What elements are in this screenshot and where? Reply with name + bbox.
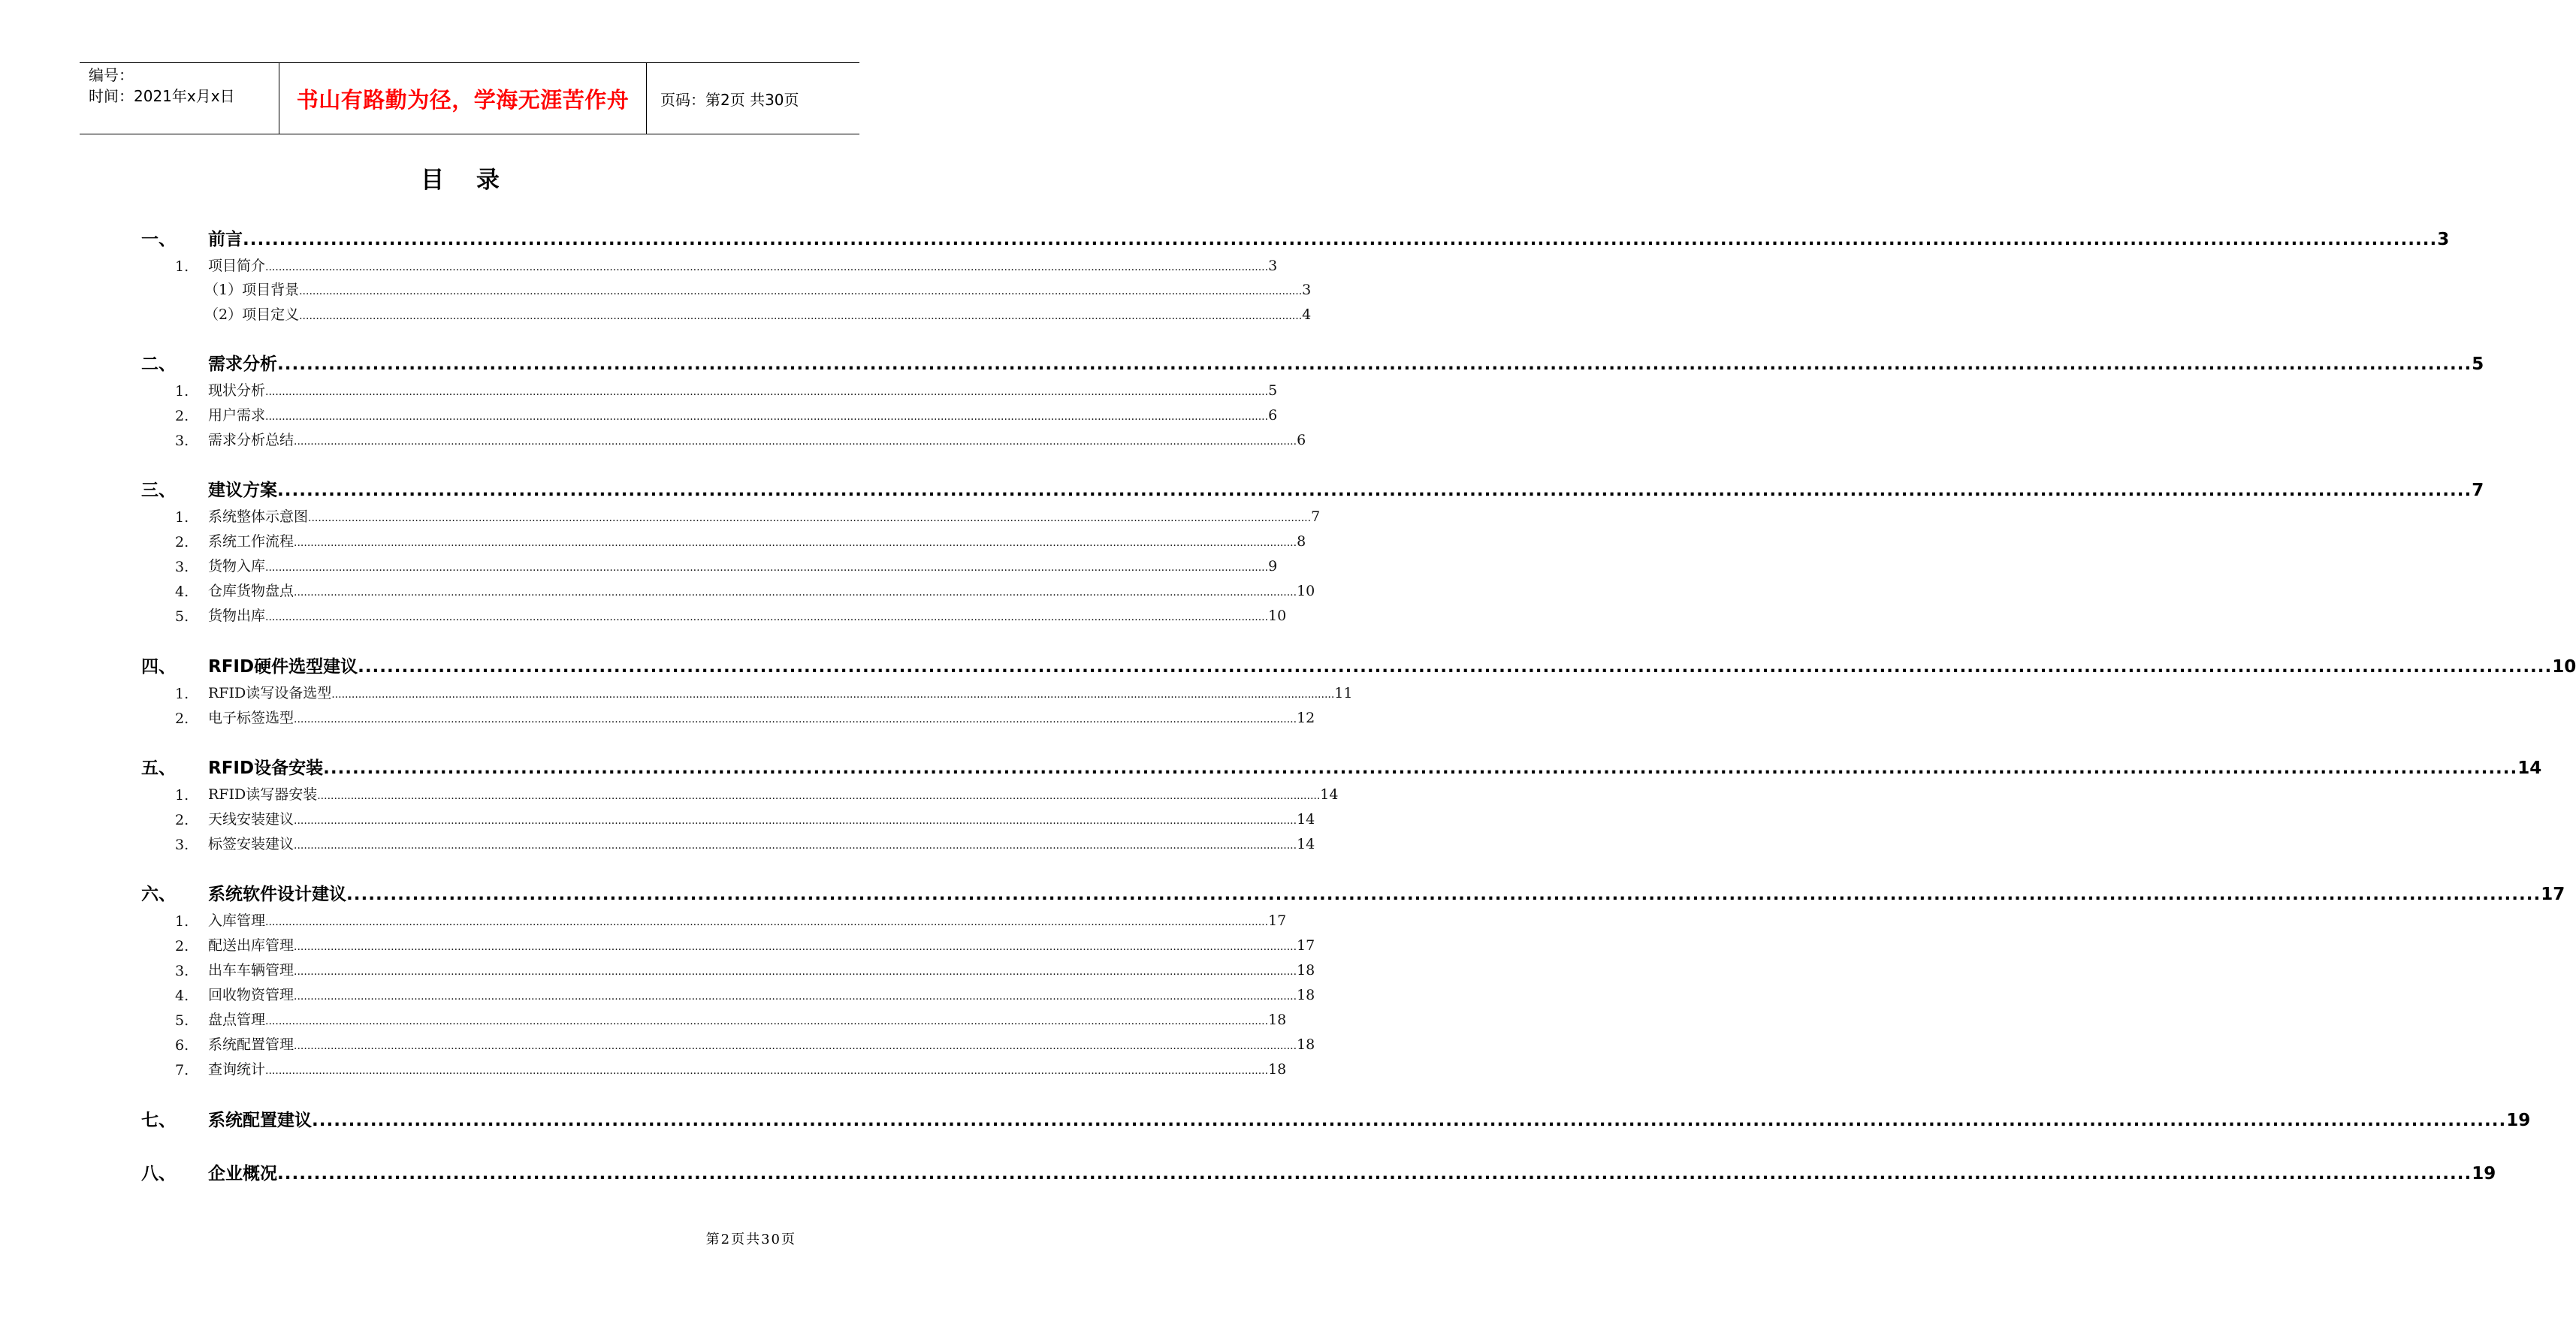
- toc-subsection-entry[interactable]: [0, 982, 1315, 1004]
- toc-entry-title: 配送出库管理: [208, 937, 294, 954]
- toc-entry-title: 需求分析总结: [208, 432, 294, 448]
- toc-entry-title: 项目简介: [208, 258, 266, 274]
- toc-subsection-entry[interactable]: [0, 680, 1353, 702]
- toc-dot-leader: ............................................................................................................................................................................................................................................................................................................: [294, 966, 1297, 978]
- toc-entry-title: 回收物资管理: [208, 987, 294, 1003]
- toc-dot-leader: ............................................................................................................................................................................................................................................................................................................: [346, 885, 2541, 904]
- toc-dot-leader: ............................................................................................................................................................................................................................................................................................................: [317, 790, 1321, 802]
- toc-entry-number: 八、: [141, 1164, 176, 1184]
- toc-entry-number: 2.: [175, 534, 189, 550]
- toc-entry-title: 货物入库: [208, 558, 266, 575]
- toc-entry-title: 系统工作流程: [208, 533, 294, 550]
- toc-entry-title: 需求分析: [208, 354, 277, 374]
- toc-entry-title: 企业概况: [208, 1164, 277, 1184]
- toc-entry-title: 查询统计: [208, 1061, 266, 1078]
- toc-entry-number: 1.: [175, 686, 189, 702]
- toc-entry-title: 建议方案: [208, 481, 277, 500]
- toc-entry-title: 系统配置管理: [208, 1036, 294, 1053]
- toc-entry-page-number: 9: [1268, 558, 1278, 575]
- toc-entry-title: （2）项目定义: [204, 306, 300, 323]
- toc-entry-page-number: 5: [1268, 382, 1278, 399]
- toc-entry-page-number: 4: [1302, 306, 1312, 323]
- toc-dot-leader: ............................................................................................................................................................................................................................................................................................................: [265, 562, 1269, 574]
- toc-subsection-entry[interactable]: [0, 503, 1321, 526]
- toc-section-entry[interactable]: [0, 478, 2484, 501]
- toc-entry-number: 3.: [175, 837, 189, 853]
- toc-entry-page-number: 6: [1268, 407, 1278, 424]
- toc-entry-title: 出车车辆管理: [208, 962, 294, 979]
- toc-subsection-entry[interactable]: [0, 578, 1315, 600]
- toc-entry-title: 系统配置建议: [208, 1111, 312, 1130]
- toc-subsection-entry[interactable]: [0, 831, 1315, 853]
- toc-entry-page-number: 14: [1297, 836, 1315, 852]
- toc-entry-page-number: 17: [1268, 912, 1287, 929]
- toc-entry-title: 天线安装建议: [208, 811, 294, 828]
- toc-entry-page-number: 7: [2472, 481, 2484, 500]
- toc-entry-page-number: 7: [1311, 508, 1321, 525]
- toc-section-entry[interactable]: [0, 1162, 2496, 1184]
- toc-entry-page-number: 19: [2472, 1164, 2496, 1184]
- toc-entry-title: RFID设备安装: [208, 759, 324, 778]
- toc-entry-number: 4.: [175, 988, 189, 1004]
- toc-subsection-entry[interactable]: [0, 957, 1315, 979]
- toc-entry-number: 六、: [141, 885, 176, 904]
- toc-dot-leader: ............................................................................................................................................................................................................................................................................................................: [294, 1040, 1297, 1052]
- toc-section-entry[interactable]: [0, 1108, 2531, 1131]
- toc-entry-page-number: 17: [1297, 937, 1315, 954]
- page-header: [80, 62, 859, 134]
- toc-entry-number: 6.: [175, 1037, 189, 1054]
- toc-entry-page-number: 18: [1268, 1012, 1287, 1028]
- toc-entry-number: 3.: [175, 433, 189, 449]
- toc-section-entry[interactable]: [0, 352, 2484, 375]
- toc-dot-leader: ............................................................................................................................................................................................................................................................................................................: [265, 1015, 1269, 1027]
- toc-entry-page-number: 17: [2541, 885, 2565, 904]
- toc-entry-title: 仓库货物盘点: [208, 583, 294, 599]
- toc-entry-number: 1.: [175, 258, 189, 275]
- toc-entry-page-number: 14: [1320, 786, 1339, 803]
- toc-entry-title: 用户需求: [208, 407, 266, 424]
- toc-dot-leader: ............................................................................................................................................................................................................................................................................................................: [294, 991, 1297, 1003]
- toc-entry-title: RFID硬件选型建议: [208, 657, 358, 677]
- toc-dot-leader: ............................................................................................................................................................................................................................................................................................................: [299, 310, 1303, 322]
- toc-entry-number: 三、: [141, 481, 176, 500]
- toc-entry-title: 系统软件设计建议: [208, 885, 346, 904]
- toc-section-entry[interactable]: [0, 228, 2450, 250]
- toc-entry-page-number: 3: [2437, 230, 2450, 249]
- toc-dot-leader: ............................................................................................................................................................................................................................................................................................................: [265, 611, 1269, 623]
- toc-dot-leader: ............................................................................................................................................................................................................................................................................................................: [265, 411, 1269, 423]
- toc-entry-number: 五、: [141, 759, 176, 778]
- toc-entry-page-number: 18: [1297, 962, 1315, 979]
- toc-entry-page-number: 10: [2552, 657, 2576, 677]
- toc-entry-page-number: 5: [2472, 354, 2484, 374]
- toc-entry-title: 盘点管理: [208, 1012, 266, 1028]
- toc-entry-number: 七、: [141, 1111, 176, 1130]
- toc-entry-page-number: 10: [1297, 583, 1315, 599]
- toc-dot-leader: ............................................................................................................................................................................................................................................................................................................: [277, 1164, 2472, 1184]
- toc-entry-page-number: 10: [1268, 608, 1287, 624]
- toc-dot-leader: ............................................................................................................................................................................................................................................................................................................: [299, 285, 1303, 297]
- toc-entry-page-number: 3: [1268, 258, 1278, 274]
- toc-subsection-entry[interactable]: [0, 907, 1287, 930]
- toc-subsection-entry[interactable]: [0, 781, 1339, 804]
- toc-subsection-entry[interactable]: [0, 1006, 1287, 1029]
- toc-subsection-entry[interactable]: [0, 932, 1315, 955]
- toc-dot-leader: ............................................................................................................................................................................................................................................................................................................: [323, 759, 2518, 778]
- toc-entry-number: 2.: [175, 710, 189, 727]
- toc-entry-page-number: 6: [1297, 432, 1306, 448]
- toc-entry-number: 一、: [141, 230, 176, 249]
- page-footer: 第2页共30页: [705, 1232, 796, 1247]
- toc-subsection-entry[interactable]: [0, 602, 1287, 625]
- toc-entry-page-number: 18: [1297, 1036, 1315, 1053]
- toc-dot-leader: ............................................................................................................................................................................................................................................................................................................: [312, 1111, 2507, 1130]
- toc-entry-number: 3.: [175, 559, 189, 575]
- toc-subsection-entry[interactable]: [0, 276, 1312, 299]
- toc-dot-leader: ............................................................................................................................................................................................................................................................................................................: [265, 1065, 1269, 1077]
- toc-subsection-entry[interactable]: [0, 1056, 1287, 1078]
- header-page-label: 页码：第2页 共30页: [660, 90, 799, 109]
- toc-entry-page-number: 11: [1334, 685, 1353, 701]
- toc-entry-number: 4.: [175, 584, 189, 600]
- toc-entry-number: 2.: [175, 408, 189, 424]
- toc-entry-number: 2.: [175, 812, 189, 828]
- toc-dot-leader: ............................................................................................................................................................................................................................................................................................................: [294, 713, 1297, 725]
- toc-dot-leader: ............................................................................................................................................................................................................................................................................................................: [294, 537, 1297, 549]
- toc-dot-leader: ............................................................................................................................................................................................................................................................................................................: [277, 354, 2472, 374]
- toc-entry-title: 货物出库: [208, 608, 266, 624]
- toc-subsection-entry[interactable]: [0, 553, 1278, 575]
- toc-dot-leader: ............................................................................................................................................................................................................................................................................................................: [294, 941, 1297, 953]
- toc-entry-number: 7.: [175, 1062, 189, 1078]
- toc-entry-title: 系统整体示意图: [208, 508, 309, 525]
- toc-entry-number: 3.: [175, 963, 189, 979]
- toc-entry-title: 前言: [208, 230, 243, 249]
- toc-dot-leader: ............................................................................................................................................................................................................................................................................................................: [358, 657, 2553, 677]
- toc-entry-number: 1.: [175, 509, 189, 526]
- toc-entry-page-number: 12: [1297, 710, 1315, 726]
- header-motto: 书山有路勤为径，学海无涯苦作舟: [279, 63, 647, 134]
- toc-dot-leader: ............................................................................................................................................................................................................................................................................................................: [308, 512, 1312, 524]
- toc-dot-leader: ............................................................................................................................................................................................................................................................................................................: [331, 689, 1335, 701]
- toc-entry-title: RFID读写器安装: [208, 786, 318, 803]
- toc-entry-number: 1.: [175, 383, 189, 400]
- toc-title: 目 录: [421, 167, 512, 194]
- toc-subsection-entry[interactable]: [0, 704, 1315, 727]
- toc-dot-leader: ............................................................................................................................................................................................................................................................................................................: [294, 815, 1297, 827]
- toc-dot-leader: ............................................................................................................................................................................................................................................................................................................: [294, 436, 1297, 448]
- toc-entry-page-number: 8: [1297, 533, 1306, 550]
- toc-subsection-entry[interactable]: [0, 1031, 1315, 1054]
- toc-entry-number: 1.: [175, 913, 189, 930]
- toc-entry-page-number: 14: [2517, 759, 2542, 778]
- toc-subsection-entry[interactable]: [0, 528, 1306, 550]
- toc-dot-leader: ............................................................................................................................................................................................................................................................................................................: [277, 481, 2472, 500]
- toc-subsection-entry[interactable]: [0, 402, 1278, 424]
- toc-entry-number: 1.: [175, 787, 189, 804]
- toc-entry-number: 5.: [175, 1012, 189, 1029]
- toc-entry-number: 二、: [141, 354, 176, 374]
- toc-subsection-entry[interactable]: [0, 301, 1312, 324]
- toc-dot-leader: ............................................................................................................................................................................................................................................................................................................: [243, 230, 2438, 249]
- toc-dot-leader: ............................................................................................................................................................................................................................................................................................................: [265, 261, 1269, 273]
- toc-dot-leader: ............................................................................................................................................................................................................................................................................................................: [294, 587, 1297, 599]
- toc-entry-title: （1）项目背景: [204, 282, 300, 298]
- toc-dot-leader: ............................................................................................................................................................................................................................................................................................................: [294, 840, 1297, 852]
- toc-entry-title: 标签安装建议: [208, 836, 294, 852]
- toc-entry-page-number: 14: [1297, 811, 1315, 828]
- toc-entry-title: RFID读写设备选型: [208, 685, 332, 701]
- toc-entry-title: 现状分析: [208, 382, 266, 399]
- toc-subsection-entry[interactable]: [0, 427, 1306, 449]
- toc-entry-page-number: 3: [1302, 282, 1312, 298]
- toc-section-entry[interactable]: [0, 655, 2576, 677]
- toc-entry-number: 2.: [175, 938, 189, 955]
- header-meta-cell: [80, 63, 279, 134]
- toc-entry-number: 5.: [175, 608, 189, 625]
- toc-subsection-entry[interactable]: [0, 377, 1278, 400]
- document-number-label: 编号：: [89, 66, 134, 84]
- toc-entry-title: 电子标签选型: [208, 710, 294, 726]
- toc-entry-title: 入库管理: [208, 912, 266, 929]
- toc-section-entry[interactable]: [0, 756, 2542, 779]
- toc-entry-number: 四、: [141, 657, 176, 677]
- document-time-label: 时间：2021年x月x日: [89, 87, 235, 105]
- toc-section-entry[interactable]: [0, 882, 2565, 905]
- toc-entry-page-number: 18: [1297, 987, 1315, 1003]
- toc-subsection-entry[interactable]: [0, 252, 1278, 275]
- toc-subsection-entry[interactable]: [0, 806, 1315, 828]
- toc-dot-leader: ............................................................................................................................................................................................................................................................................................................: [265, 916, 1269, 928]
- toc-entry-page-number: 19: [2506, 1111, 2531, 1130]
- toc-entry-page-number: 18: [1268, 1061, 1287, 1078]
- toc-dot-leader: ............................................................................................................................................................................................................................................................................................................: [265, 386, 1269, 398]
